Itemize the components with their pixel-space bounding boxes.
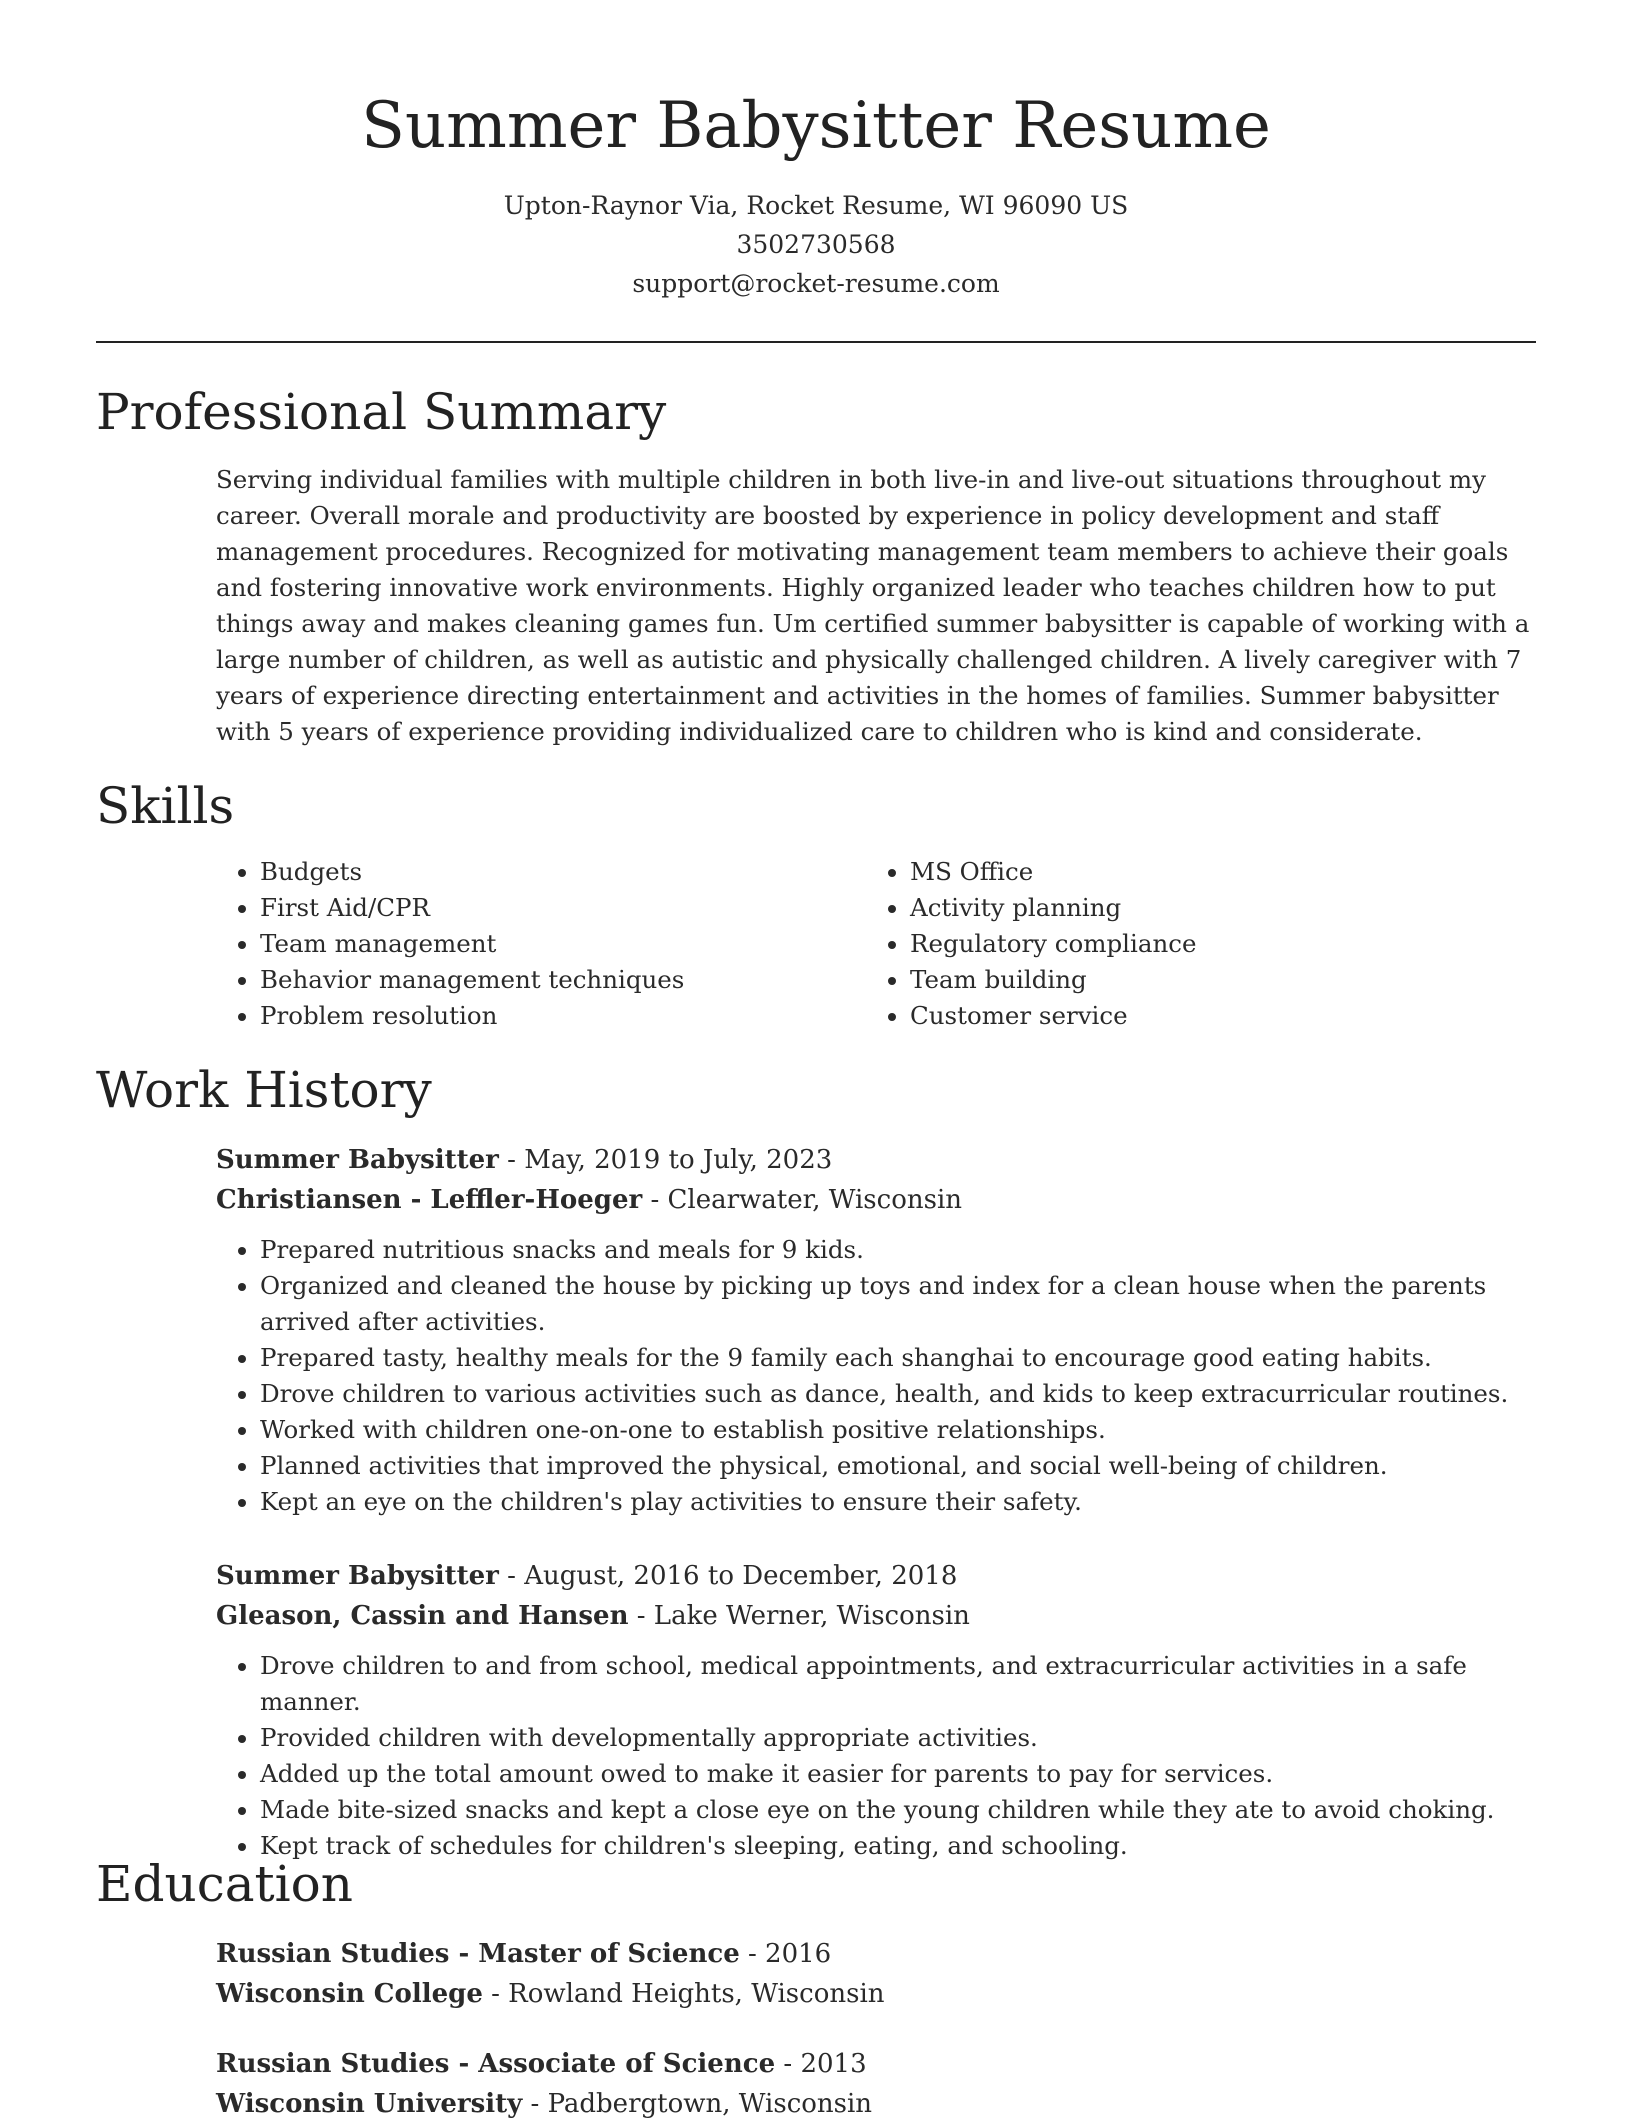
job-company-line xyxy=(216,1180,1536,1220)
list-item: • Drove children to various activities such as dance, health, and kids to keep extracurricular routines. xyxy=(260,1376,1536,1412)
education-heading: Education xyxy=(96,1855,353,1913)
skill-item: • Team building xyxy=(910,962,1516,998)
job-entry xyxy=(216,1140,1536,1520)
job-company: Christiansen - Leffler-Hoeger xyxy=(216,1185,643,1215)
job-title: Summer Babysitter xyxy=(216,1561,499,1591)
summary-section xyxy=(216,462,1536,750)
education-degree: - Master of Science xyxy=(449,1939,740,1969)
phone-text: 3502730568 xyxy=(736,230,896,259)
list-item: • Kept an eye on the children's play activities to ensure their safety. xyxy=(260,1484,1536,1520)
skill-item: • Activity planning xyxy=(910,890,1516,926)
education-school: Wisconsin College xyxy=(216,1979,483,2009)
resume-header xyxy=(0,0,1632,303)
education-degree-line xyxy=(216,1934,1536,1974)
skill-item: • Problem resolution xyxy=(260,998,866,1034)
list-item: • Provided children with developmentally appropriate activities. xyxy=(260,1720,1536,1756)
skill-item: • Team management xyxy=(260,926,866,962)
list-item: • Kept track of schedules for children's sleeping, eating, and schooling. xyxy=(260,1828,1536,1864)
education-year: - 2016 xyxy=(739,1939,832,1969)
job-dates: - August, 2016 to December, 2018 xyxy=(498,1561,958,1591)
education-degree-line xyxy=(216,2044,1536,2084)
summary-text: Serving individual families with multiple children in both live-in and live-out situations throughout my career. Overall morale and productivity are boosted by experience in policy development and staff management procedures. Recognized for motivating management team members to achieve their goals and fostering innovative work environments. Highly organized leader who teaches children how to put things away and makes cleaning games fun. Um certified summer babysitter is capable of working with a large number of children, as well as autistic and physically challenged children. A lively caregiver with 7 years of experience directing entertainment and activities in the homes of families. Summer babysitter with 5 years of experience providing individualized care to children who is kind and considerate. xyxy=(216,465,1530,746)
list-item: • Added up the total amount owed to make it easier for parents to pay for services. xyxy=(260,1756,1536,1792)
address-text: Upton-Raynor Via, Rocket Resume, WI 96090 US xyxy=(503,191,1129,220)
education-field: Russian Studies xyxy=(216,1939,450,1969)
education-year: - 2013 xyxy=(775,2049,867,2079)
list-item: • Prepared nutritious snacks and meals for 9 kids. xyxy=(260,1232,1536,1268)
list-item: • Worked with children one-on-one to establish positive relationships. xyxy=(260,1412,1536,1448)
skill-item: • Regulatory compliance xyxy=(910,926,1516,962)
list-item: • Drove children to and from school, medical appointments, and extracurricular activities in a safe manner. xyxy=(260,1648,1536,1720)
skills-list-left xyxy=(216,854,866,1034)
education-entry xyxy=(216,2044,1536,2124)
skills-heading: Skills xyxy=(96,777,235,835)
skill-item: • MS Office xyxy=(910,854,1516,890)
job-company-line xyxy=(216,1596,1536,1636)
list-item: • Planned activities that improved the physical, emotional, and social well-being of children. xyxy=(260,1448,1536,1484)
skills-section xyxy=(216,854,1536,1034)
job-bullets xyxy=(216,1648,1536,1864)
education-school-line xyxy=(216,1974,1536,2014)
list-item: • Made bite-sized snacks and kept a close eye on the young children while they ate to avoid choking. xyxy=(260,1792,1536,1828)
education-entry xyxy=(216,1934,1536,2014)
list-item: • Prepared tasty, healthy meals for the 9 family each shanghai to encourage good eating habits. xyxy=(260,1340,1536,1376)
skill-item: • Behavior management techniques xyxy=(260,962,866,998)
skills-list-right xyxy=(866,854,1516,1034)
job-bullets xyxy=(216,1232,1536,1520)
email-text: support@rocket-resume.com xyxy=(632,269,1000,298)
job-location: - Lake Werner, Wisconsin xyxy=(628,1601,970,1631)
summary-heading: Professional Summary xyxy=(96,383,667,441)
page-title: Summer Babysitter Resume xyxy=(361,89,1271,163)
education-location: - Padbergtown, Wisconsin xyxy=(522,2089,873,2119)
education-location: - Rowland Heights, Wisconsin xyxy=(482,1979,885,2009)
education-field: Russian Studies xyxy=(216,2049,450,2079)
skill-item: • First Aid/CPR xyxy=(260,890,866,926)
contact-info xyxy=(0,186,1632,303)
skill-item: • Customer service xyxy=(910,998,1516,1034)
job-location: - Clearwater, Wisconsin xyxy=(642,1185,963,1215)
list-item: • Organized and cleaned the house by picking up toys and index for a clean house when the parents arrived after activities. xyxy=(260,1268,1536,1340)
skill-item: • Budgets xyxy=(260,854,866,890)
job-entry xyxy=(216,1556,1536,1864)
job-title-line xyxy=(216,1556,1536,1596)
header-divider xyxy=(96,341,1536,343)
work-history-heading: Work History xyxy=(96,1061,432,1119)
education-school: Wisconsin University xyxy=(216,2089,523,2119)
job-title-line xyxy=(216,1140,1536,1180)
job-dates: - May, 2019 to July, 2023 xyxy=(498,1145,833,1175)
education-school-line xyxy=(216,2084,1536,2124)
education-degree: - Associate of Science xyxy=(449,2049,776,2079)
job-title: Summer Babysitter xyxy=(216,1145,499,1175)
job-company: Gleason, Cassin and Hansen xyxy=(216,1601,629,1631)
